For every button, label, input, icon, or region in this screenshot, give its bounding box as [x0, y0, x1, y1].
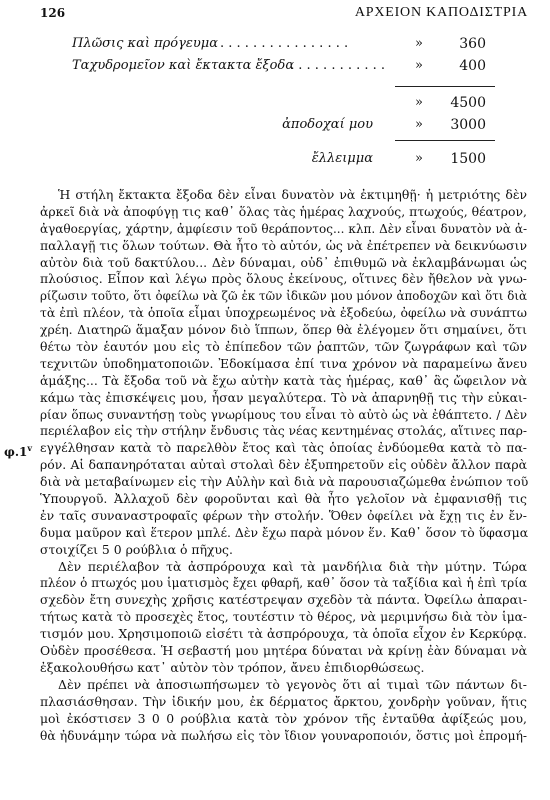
ledger-amount: 1500	[450, 151, 486, 167]
text-line: πλέον ὁ πτωχός μου ἱματισμὸς ἔχει φθαρῆ, καθ᾿ ὅσον τὰ ταξίδια καὶ ἡ ἐπὶ τρία	[40, 576, 527, 591]
folio-number: φ.1	[4, 445, 28, 459]
text-line: τισμόν μου. Χρησιμοποιῶ εἰσέτι τὰ ἀσπρόρουχα, τὰ ὁποῖα εἶχον ἐν Κερκύρᾳ.	[40, 626, 527, 642]
ledger-row	[70, 36, 488, 58]
text-line: Ὑπουργοῦ. Ἀλλαχοῦ δὲν φοροῦνται καὶ θὰ ἦτο γελοῖον νὰ ἐμφανισθῇ τις	[40, 491, 527, 507]
text-line: μοὶ ἐκόστισεν 3 0 0 ρούβλια κατὰ τὸν χρόνον τῆς ἐνταῦθα ἀφίξεώς μου,	[40, 710, 527, 726]
text-line: παλλαγῇ τις ὅλων τούτων. Θὰ ἦτο τὸ αὐτόν, ὡς νὰ ἐπέτρεπεν νὰ δεικνύωσιν	[40, 237, 527, 253]
ledger-mark: »	[415, 95, 423, 110]
text-line: τὰ ἐπὶ πλέον, τὰ ὁποῖα εἶμαι ὑποχρεωμένος νὰ ἐξοδεύω, ὀφείλω νὰ συνάπτω	[40, 305, 527, 321]
difference-rule	[395, 140, 495, 141]
text-line: ἁμάξης... Τὰ ἔξοδα τοῦ νὰ ἔχω αὐτὴν κατὰ τὰς ἡμέρας, καθ᾿ ἃς ὤφειλον νὰ	[40, 372, 527, 388]
ledger-row	[70, 58, 488, 80]
ledger-dots: . . . . . . . . . . . . . . . .	[220, 36, 349, 51]
folio-reference	[4, 443, 32, 459]
text-line: ἐξακολουθήσω κατ᾿ αὐτὸν τὸν τρόπον, ἄνευ ἐπιδιορθώσεως.	[40, 659, 425, 675]
ledger-mark: »	[415, 117, 423, 132]
text-line: αὐτὸν διὰ τοῦ δακτύλου... Δὲν δύναμαι, οὐδ᾿ ἐπιθυμῶ νὰ ἐκλαμβάνωμαι ὡς	[40, 254, 527, 270]
text-line: διὰ νὰ μεταβαίνωμεν εἰς τὴν Αὐλὴν καὶ διὰ νὰ παρουσιαζώμεθα ἐνώπιον τοῦ	[40, 474, 529, 490]
ledger-amount: 4500	[450, 95, 486, 111]
text-line: θὰ ἠδυνάμην τώρα νὰ πωλήσω εἰς τὸν ἴδιον γουναροποιόν, ὅστις μοὶ ἐπρομή-	[40, 728, 527, 743]
body-text	[40, 187, 527, 744]
ledger-label: Ταχυδρομεῖον καὶ ἔκτακτα ἔξοδα	[72, 58, 295, 73]
ledger-row	[70, 151, 488, 173]
sum-rule	[395, 86, 495, 87]
running-title: ΑΡΧΕΙΟΝ ΚΑΠΟΔΙΣΤΡΙΑ	[354, 5, 528, 20]
ledger-mark: »	[415, 58, 423, 73]
text-line: ἀγαθοεργίας, χάρτην, ἀμφίεσιν τοῦ θεράποντος... κλπ. Δὲν εἶναι δυνατὸν νὰ ἀ-	[40, 221, 527, 236]
ledger-deficit	[70, 151, 488, 173]
expense-ledger	[70, 36, 488, 80]
text-line: δυμα μαῦρον καὶ ἕτερον μπλέ. Δὲν ἔχω παρὰ μόνον ἕν. Καθ᾿ ὅσον τὸ ὕφασμα	[40, 524, 529, 540]
ledger-mark: »	[415, 151, 423, 166]
folio-side: v	[27, 443, 33, 453]
ledger-row	[70, 95, 488, 117]
text-line: σχεδὸν ἔτη συνεχὴς χρῆσις κατέστρεψαν σχεδὸν τὰ πάντα. Ὀφείλω ἀπαραι-	[40, 592, 527, 608]
text-line: Δὲν πρέπει νὰ ἀποσιωπήσωμεν τὸ γεγονὸς ὅτι αἱ τιμαὶ τῶν πάντων δι-	[58, 676, 527, 692]
text-line: Δὲν περιέλαβον τὰ ἀσπρόρουχα καὶ τὰ μανδήλια διὰ τὴν μύτην. Τώρα	[58, 558, 527, 574]
ledger-totals	[70, 95, 488, 139]
text-line: τήτως κατὰ τὸ προσεχὲς ἔτος, τουτέστιν τὸ θέρος, νὰ μεριμνήσω διὰ τὸν ἱμα-	[40, 610, 527, 625]
ledger-row	[70, 117, 488, 139]
ledger-label: ἔλλειμμα	[311, 151, 373, 166]
text-line: κάμω τὰς ἐπισκέψεις μου, ἦσαν μεγαλύτερα. Τὸ νὰ ἀπαρνηθῇ τις τὴν εὐκαι-	[40, 389, 527, 405]
ledger-amount: 3000	[450, 117, 486, 133]
ledger-mark: »	[415, 36, 423, 51]
page-number: 126	[40, 6, 66, 20]
text-line: ρόν. Αἱ δαπανηρόταται αὐταὶ στολαὶ δὲν ἐξυπηρετοῦν εἰς οὐδὲν ἄλλον παρὰ	[40, 457, 527, 473]
ledger-label: Πλῶσις καὶ πρόγευμα	[72, 36, 218, 51]
text-line: ρίζωσιν τοῦτο, ὅτι ὀφείλω νὰ ζῶ ἐκ τῶν ἰδικῶν μου μόνον ἀποδοχῶν καὶ ὅτι διὰ	[40, 289, 527, 304]
text-line: τεχνιτῶν ὑποδηματοποιῶν. Ἐδοκίμασα ἐπί τινα χρόνον νὰ παραμείνω ἄνευ	[40, 355, 527, 371]
text-line: ρίαν ὅπως συναντήσῃ τοὺς γνωρίμους του εἶναι τὸ αὐτὸ ὡς νὰ ἐθάπτετο. / Δὲν	[40, 407, 527, 422]
ledger-dots: . . . . . . . . . . . .	[290, 58, 386, 73]
text-line: Ἡ στήλη ἔκτακτα ἔξοδα δὲν εἶναι δυνατὸν νὰ ἐκτιμηθῇ· ἡ μετριότης δὲν	[58, 187, 527, 202]
page-header	[40, 6, 528, 24]
ledger-amount: 360	[459, 36, 486, 52]
text-line: θέτω τὸν ἑαυτόν μου εἰς τὸ ἐπίπεδον τῶν ῥαπτῶν, τῶν ζωγράφων καὶ τῶν	[40, 339, 527, 355]
ledger-label: ἀποδοχαί μου	[282, 117, 373, 132]
text-line: ἀρκεῖ διὰ νὰ ἀποφύγῃ τις καθ᾿ ὅλας τὰς ἡμέρας λαχνούς, πτωχούς, θέατρον,	[40, 203, 527, 219]
ledger-amount: 400	[459, 58, 486, 74]
text-line: πλούσιος. Εἶπον καὶ λέγω πρὸς ὅλους ἐκείνους, οἵτινες δὲν ἤθελον νὰ γνω-	[40, 271, 527, 287]
text-line: πλασιάσθησαν. Τὴν ἰδικήν μου, ἐκ δέρματος ἄρκτου, χονδρὴν γοῦναν, ἥτις	[40, 693, 527, 709]
text-line: εγγέλθησαν κατὰ τὸ παρελθὸν ἔτος καὶ τὰς ὁποίας ἐνδύομεθα κατὰ τὸ πα-	[40, 440, 527, 456]
text-line: ἐν ταῖς συναναστροφαῖς φέρων τὴν στολήν. Ὅθεν ὀφείλει νὰ ἔχῃ τις ἐν ἔν-	[40, 507, 527, 523]
text-line: Οὐδὲν προσέθεσα. Ἡ σεβαστή μου μητέρα δύναται νὰ κρίνῃ ἐὰν δύναμαι νὰ	[40, 643, 527, 659]
text-line: στοιχίζει 5 0 ρούβλια ὁ πῆχυς.	[40, 541, 233, 557]
text-line: περιέλαβον εἰς τὴν στήλην ἔνδυσις τὰς νέας κεντημένας στολάς, αἵτινες παρ-	[40, 424, 527, 439]
text-line: χρέη. Διατηρῶ ἅμαξαν μόνον διὸ ἵππων, ὅπερ θὰ ἐλέγομεν ὅτι σημαίνει, ὅτι	[40, 322, 527, 338]
